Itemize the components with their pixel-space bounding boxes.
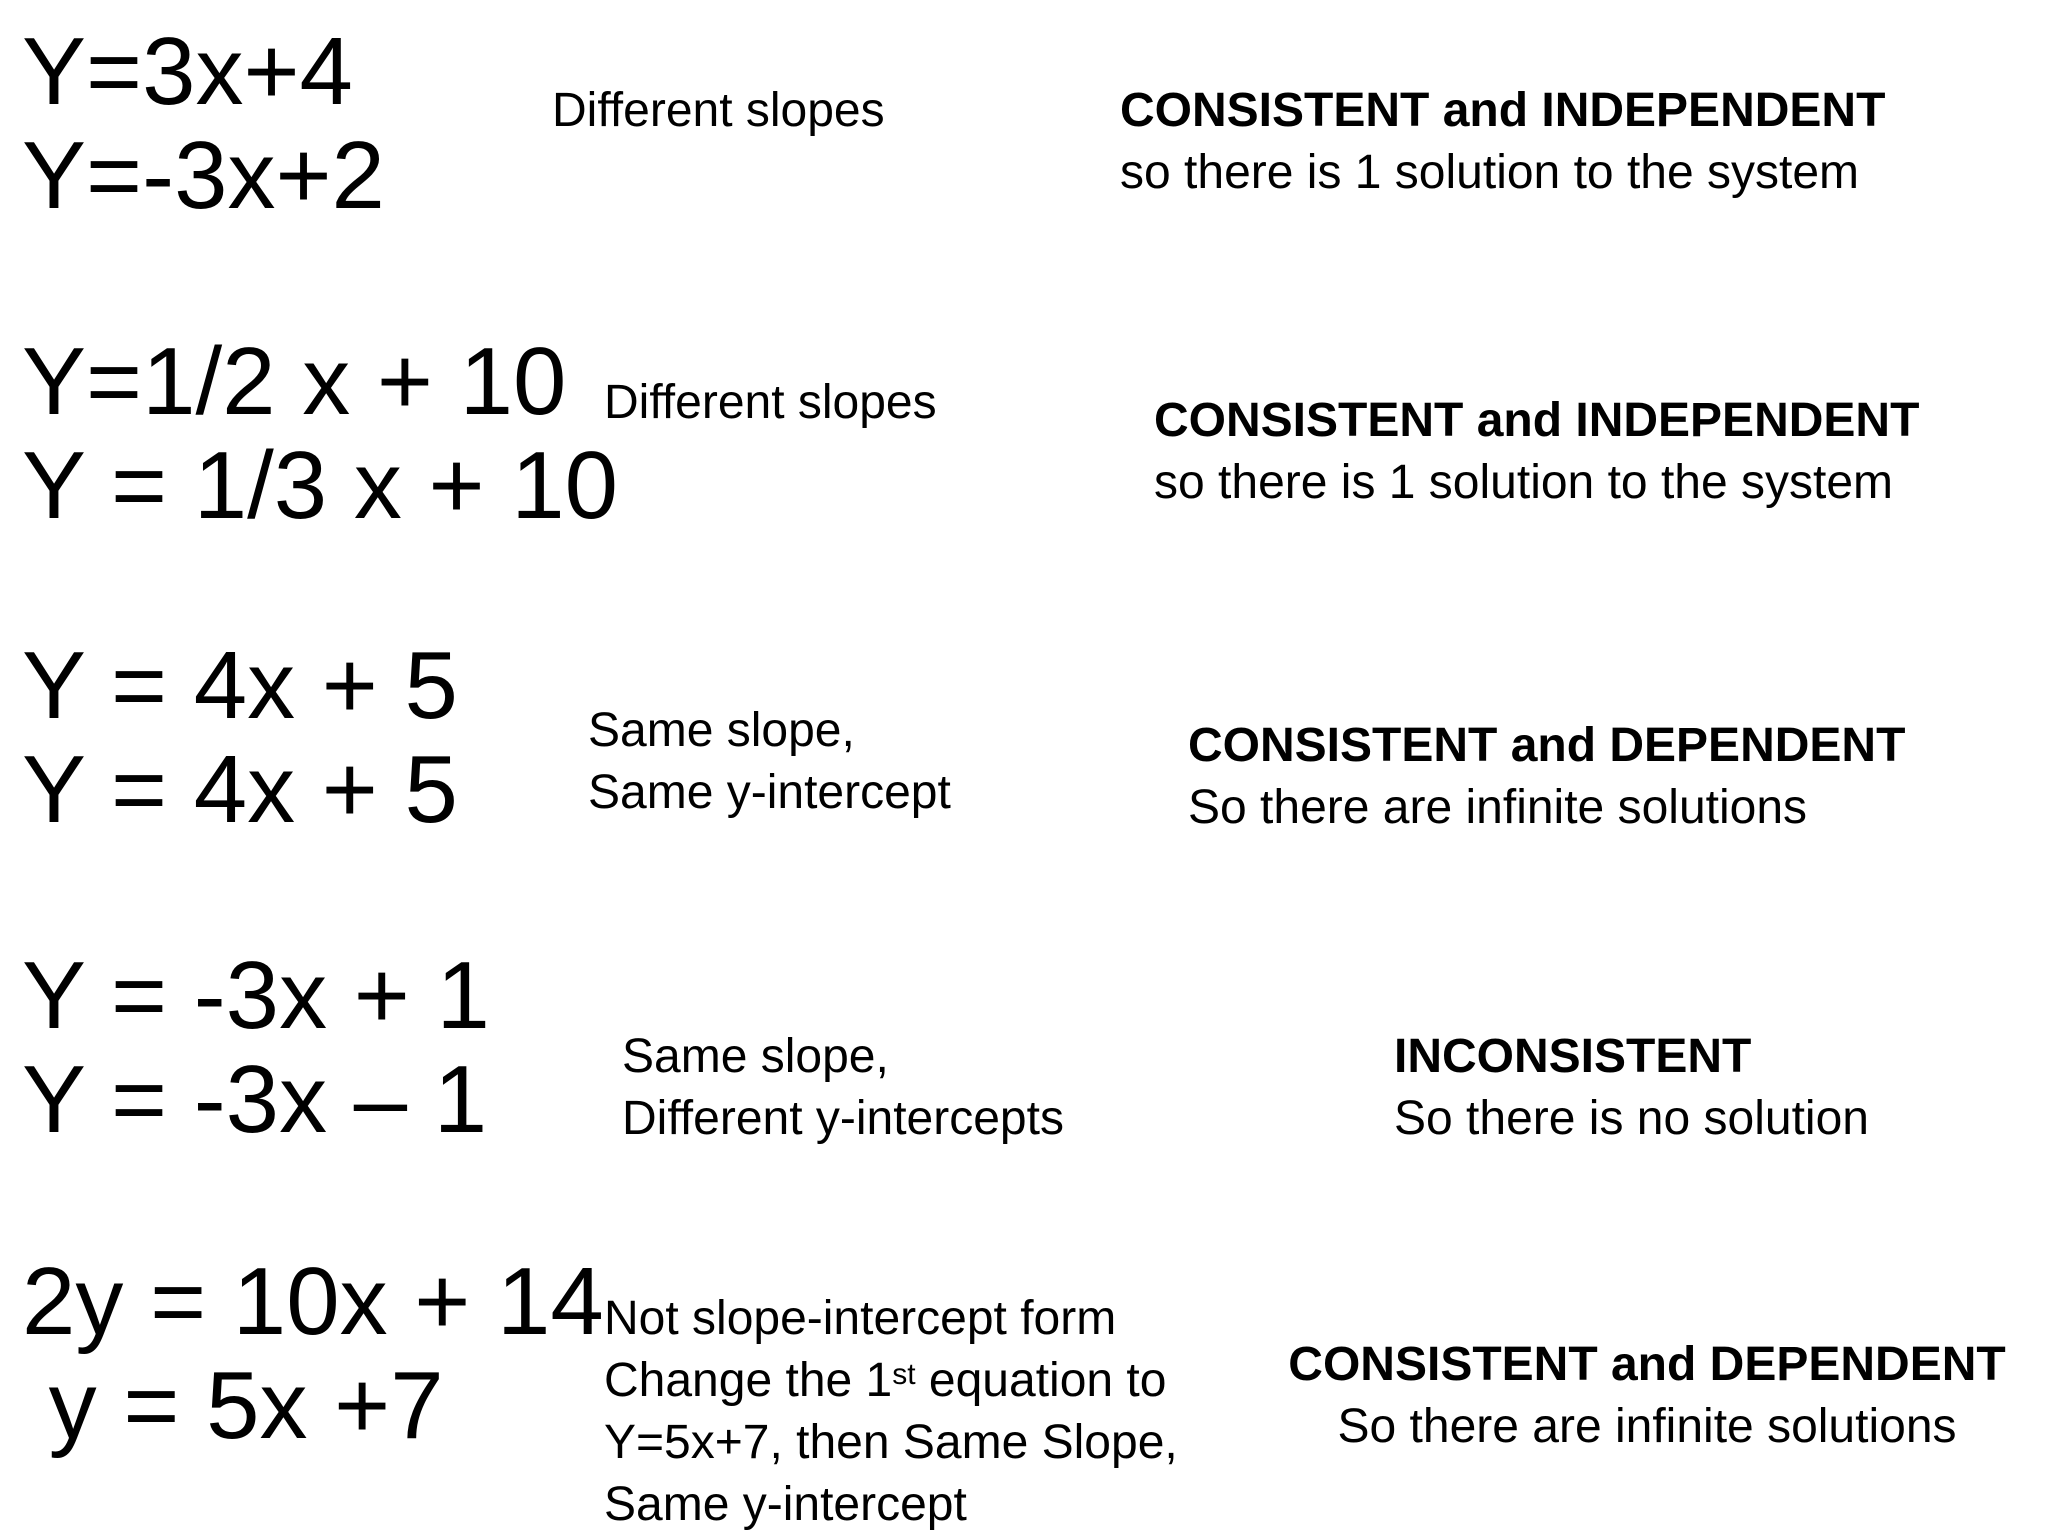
description-line: Same slope, <box>588 704 855 757</box>
description-line: Y=5x+7, then Same Slope, <box>604 1416 1178 1469</box>
equation-2: Y = 1/3 x + 10 <box>22 432 619 539</box>
slope-description <box>622 1026 1064 1150</box>
description-line: Same y-intercept <box>588 766 951 819</box>
equation-1: 2y = 10x + 14 <box>22 1248 604 1355</box>
slope-description <box>604 1288 1178 1536</box>
equation-2: y = 5x +7 <box>22 1352 444 1459</box>
equation-1: Y=1/2 x + 10 <box>22 328 567 435</box>
equation-1: Y=3x+4 <box>22 18 353 125</box>
equation-pair <box>22 1250 604 1458</box>
equation-pair <box>22 330 618 538</box>
equation-pair <box>22 634 458 842</box>
slope-description <box>552 80 885 142</box>
slope-description <box>604 372 937 434</box>
conclusion-block <box>1262 1334 2032 1458</box>
solution-count: so there is 1 solution to the system <box>1154 456 1894 509</box>
conclusion-block <box>1394 1026 1869 1150</box>
description-line: Different slopes <box>604 376 937 429</box>
classification: INCONSISTENT <box>1394 1030 1752 1083</box>
solution-count: so there is 1 solution to the system <box>1120 146 1860 199</box>
description-text: equation to <box>915 1354 1167 1407</box>
equation-pair <box>22 20 385 228</box>
equation-2: Y=-3x+2 <box>22 122 385 229</box>
conclusion-block <box>1120 80 1885 204</box>
equation-1: Y = 4x + 5 <box>22 632 458 739</box>
slope-description <box>588 700 951 824</box>
equation-1: Y = -3x + 1 <box>22 942 490 1049</box>
equation-2: Y = -3x – 1 <box>22 1046 488 1153</box>
classification: CONSISTENT and INDEPENDENT <box>1120 84 1886 137</box>
description-text: Change the 1 <box>604 1354 893 1407</box>
solution-count: So there are infinite solutions <box>1337 1400 1957 1453</box>
classification: CONSISTENT and INDEPENDENT <box>1154 394 1920 447</box>
conclusion-block <box>1188 715 1905 839</box>
description-line: Same y-intercept <box>604 1478 967 1531</box>
equation-2: Y = 4x + 5 <box>22 736 458 843</box>
description-line: Same slope, <box>622 1030 889 1083</box>
description-line: Not slope-intercept form <box>604 1292 1117 1345</box>
description-line: Different slopes <box>552 84 885 137</box>
solution-count: So there is no solution <box>1394 1092 1869 1145</box>
ordinal-suffix: st <box>892 1358 916 1391</box>
classification: CONSISTENT and DEPENDENT <box>1288 1338 2006 1391</box>
equation-pair <box>22 944 490 1152</box>
solution-count: So there are infinite solutions <box>1188 781 1808 834</box>
classification: CONSISTENT and DEPENDENT <box>1188 719 1906 772</box>
conclusion-block <box>1154 390 1919 514</box>
description-line <box>604 1350 1178 1412</box>
description-line: Different y-intercepts <box>622 1092 1064 1145</box>
